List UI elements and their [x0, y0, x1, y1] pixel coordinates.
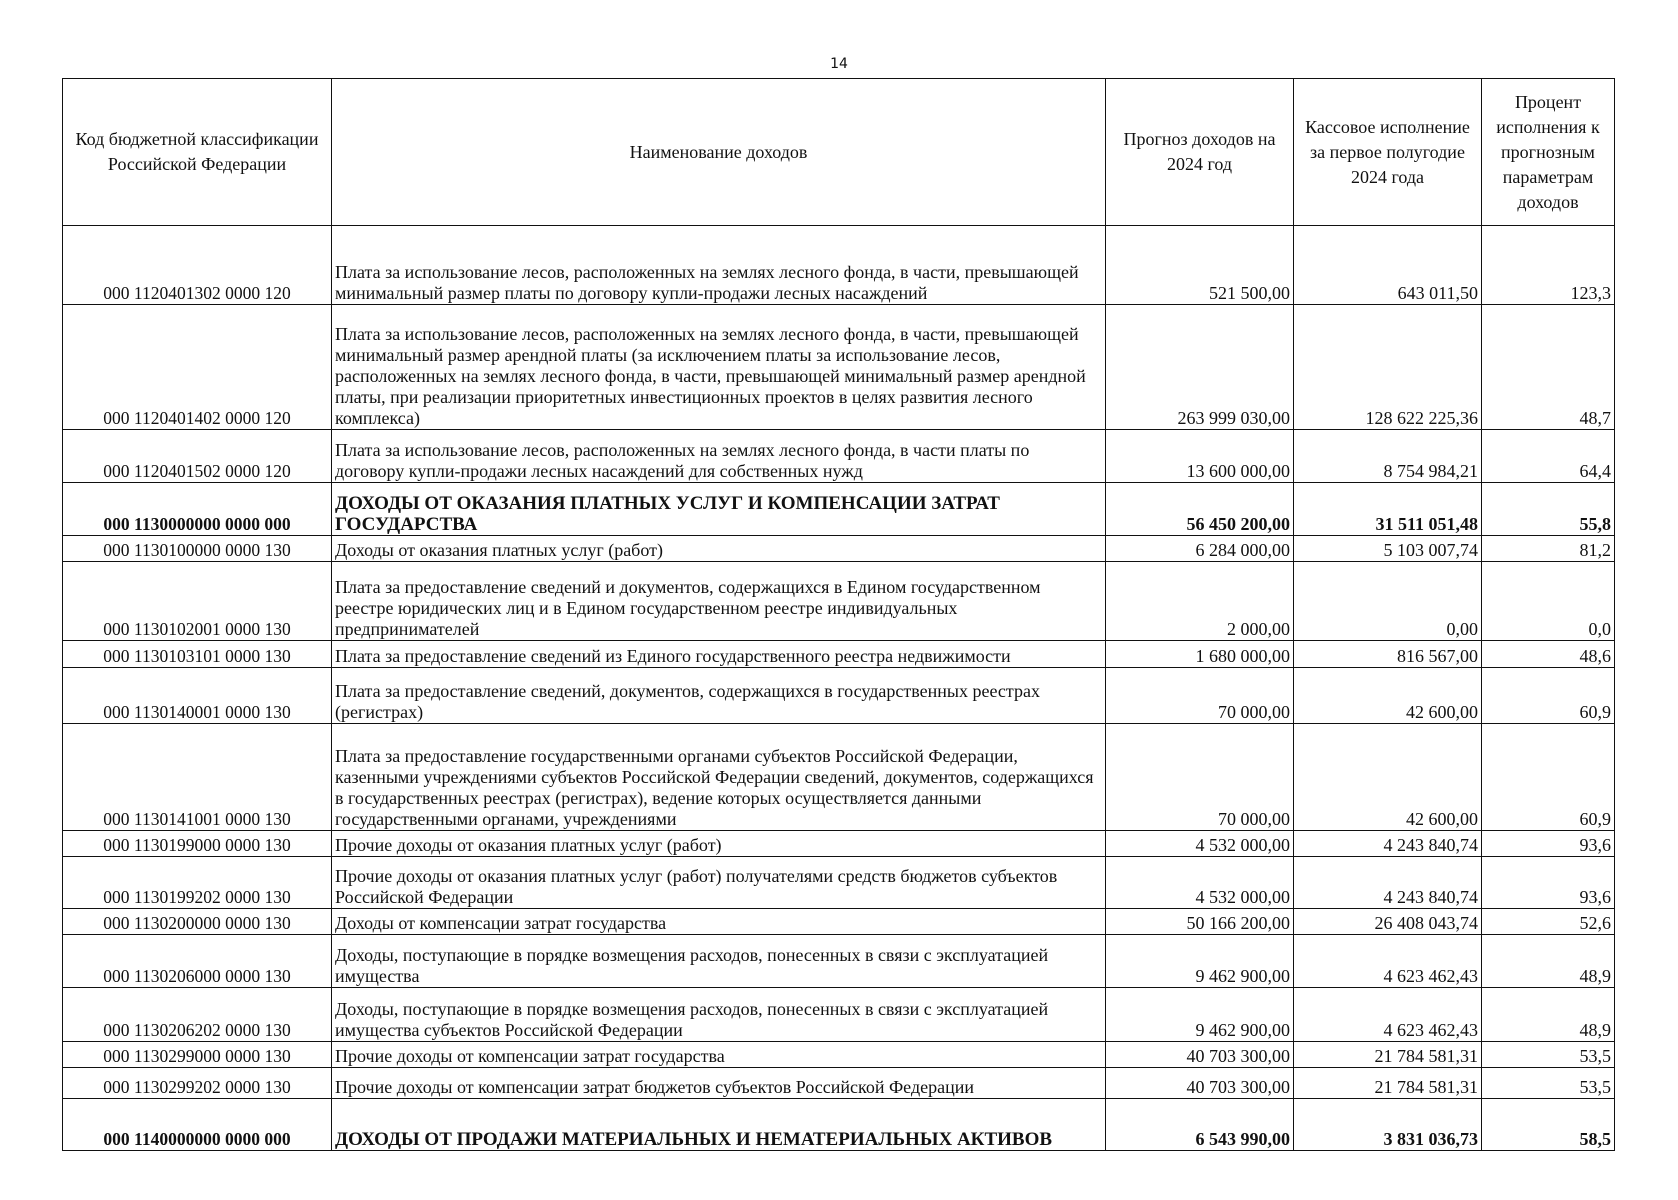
row-name: ДОХОДЫ ОТ ПРОДАЖИ МАТЕРИАЛЬНЫХ И НЕМАТЕРИАЛЬНЫХ АКТИВОВ [332, 1099, 1106, 1151]
row-code: 000 1130103101 0000 130 [63, 641, 332, 668]
row-execution: 4 623 462,43 [1294, 988, 1482, 1042]
row-execution: 8 754 984,21 [1294, 430, 1482, 483]
table-row [63, 562, 1615, 641]
row-execution: 816 567,00 [1294, 641, 1482, 668]
row-code: 000 1130299000 0000 130 [63, 1042, 332, 1068]
row-forecast: 40 703 300,00 [1106, 1068, 1294, 1099]
row-name: Доходы от компенсации затрат государства [332, 909, 1106, 935]
table-row [63, 935, 1615, 988]
table-row [63, 536, 1615, 562]
row-code: 000 1140000000 0000 000 [63, 1099, 332, 1151]
row-code: 000 1120401502 0000 120 [63, 430, 332, 483]
table-row [63, 1042, 1615, 1068]
row-percent: 64,4 [1482, 430, 1615, 483]
row-forecast: 6 543 990,00 [1106, 1099, 1294, 1151]
row-name: Прочие доходы от оказания платных услуг (работ) [332, 831, 1106, 857]
table-row [63, 988, 1615, 1042]
row-percent: 123,3 [1482, 226, 1615, 305]
row-forecast: 70 000,00 [1106, 724, 1294, 831]
revenue-table [62, 78, 1615, 1151]
row-percent: 81,2 [1482, 536, 1615, 562]
row-execution: 4 623 462,43 [1294, 935, 1482, 988]
row-percent: 48,6 [1482, 641, 1615, 668]
row-code: 000 1130200000 0000 130 [63, 909, 332, 935]
row-name: Доходы, поступающие в порядке возмещения расходов, понесенных в связи с эксплуатацией имущества [332, 935, 1106, 988]
row-execution: 31 511 051,48 [1294, 483, 1482, 536]
table-row [63, 831, 1615, 857]
row-name: Доходы, поступающие в порядке возмещения расходов, понесенных в связи с эксплуатацией имущества субъектов Российской Федерации [332, 988, 1106, 1042]
row-code: 000 1120401302 0000 120 [63, 226, 332, 305]
row-forecast: 9 462 900,00 [1106, 935, 1294, 988]
row-name: Плата за предоставление государственными органами субъектов Российской Федерации, казенными учреждениями субъектов Российской Федерации сведений, документов, содержащихся в государственных реестрах (регистрах), ведение которых осуществляется данными государственными органами, учреждениями [332, 724, 1106, 831]
table-row [63, 1068, 1615, 1099]
row-forecast: 4 532 000,00 [1106, 857, 1294, 909]
row-code: 000 1130299202 0000 130 [63, 1068, 332, 1099]
row-name: Прочие доходы от компенсации затрат бюджетов субъектов Российской Федерации [332, 1068, 1106, 1099]
table-row-section [63, 483, 1615, 536]
row-forecast: 1 680 000,00 [1106, 641, 1294, 668]
row-percent: 48,9 [1482, 988, 1615, 1042]
row-code: 000 1120401402 0000 120 [63, 305, 332, 430]
row-name: Плата за использование лесов, расположенных на землях лесного фонда, в части, превышающей минимальный размер арендной платы (за исключением платы за использование лесов, расположенных на землях лесного фонда, в части, превышающей минимальный размер арендной платы, при реализации приоритетных инвестиционных проектов в целях развития лесного комплекса) [332, 305, 1106, 430]
row-percent: 48,9 [1482, 935, 1615, 988]
row-percent: 60,9 [1482, 668, 1615, 724]
header-percent: Процент исполнения к прогнозным параметрам доходов [1482, 79, 1615, 226]
row-percent: 0,0 [1482, 562, 1615, 641]
row-execution: 5 103 007,74 [1294, 536, 1482, 562]
table-row [63, 668, 1615, 724]
header-execution: Кассовое исполнение за первое полугодие 2024 года [1294, 79, 1482, 226]
row-execution: 42 600,00 [1294, 668, 1482, 724]
row-execution: 4 243 840,74 [1294, 857, 1482, 909]
row-forecast: 4 532 000,00 [1106, 831, 1294, 857]
header-forecast: Прогноз доходов на 2024 год [1106, 79, 1294, 226]
header-name: Наименование доходов [332, 79, 1106, 226]
row-forecast: 56 450 200,00 [1106, 483, 1294, 536]
table-row [63, 226, 1615, 305]
row-code: 000 1130141001 0000 130 [63, 724, 332, 831]
row-percent: 58,5 [1482, 1099, 1615, 1151]
row-percent: 93,6 [1482, 831, 1615, 857]
row-forecast: 521 500,00 [1106, 226, 1294, 305]
row-forecast: 70 000,00 [1106, 668, 1294, 724]
table-row [63, 724, 1615, 831]
row-code: 000 1130206202 0000 130 [63, 988, 332, 1042]
row-code: 000 1130100000 0000 130 [63, 536, 332, 562]
row-execution: 643 011,50 [1294, 226, 1482, 305]
row-percent: 53,5 [1482, 1068, 1615, 1099]
row-name: Прочие доходы от оказания платных услуг (работ) получателями средств бюджетов субъектов Российской Федерации [332, 857, 1106, 909]
row-percent: 93,6 [1482, 857, 1615, 909]
row-execution: 21 784 581,31 [1294, 1042, 1482, 1068]
row-execution: 0,00 [1294, 562, 1482, 641]
row-code: 000 1130140001 0000 130 [63, 668, 332, 724]
row-name: Прочие доходы от компенсации затрат государства [332, 1042, 1106, 1068]
table-row [63, 857, 1615, 909]
row-name: ДОХОДЫ ОТ ОКАЗАНИЯ ПЛАТНЫХ УСЛУГ И КОМПЕНСАЦИИ ЗАТРАТ ГОСУДАРСТВА [332, 483, 1106, 536]
header-code: Код бюджетной классификации Российской Федерации [63, 79, 332, 226]
table-row [63, 305, 1615, 430]
row-forecast: 2 000,00 [1106, 562, 1294, 641]
row-name: Плата за предоставление сведений из Единого государственного реестра недвижимости [332, 641, 1106, 668]
row-name: Доходы от оказания платных услуг (работ) [332, 536, 1106, 562]
row-percent: 60,9 [1482, 724, 1615, 831]
row-code: 000 1130206000 0000 130 [63, 935, 332, 988]
row-percent: 48,7 [1482, 305, 1615, 430]
row-code: 000 1130199202 0000 130 [63, 857, 332, 909]
row-name: Плата за предоставление сведений, документов, содержащихся в государственных реестрах (регистрах) [332, 668, 1106, 724]
row-forecast: 9 462 900,00 [1106, 988, 1294, 1042]
row-forecast: 40 703 300,00 [1106, 1042, 1294, 1068]
row-execution: 21 784 581,31 [1294, 1068, 1482, 1099]
row-name: Плата за использование лесов, расположенных на землях лесного фонда, в части, превышающей минимальный размер платы по договору купли-продажи лесных насаждений [332, 226, 1106, 305]
table-row-section [63, 1099, 1615, 1151]
row-execution: 4 243 840,74 [1294, 831, 1482, 857]
table-header-row [63, 79, 1615, 226]
row-code: 000 1130000000 0000 000 [63, 483, 332, 536]
row-percent: 52,6 [1482, 909, 1615, 935]
row-name: Плата за использование лесов, расположенных на землях лесного фонда, в части платы по договору купли-продажи лесных насаждений для собственных нужд [332, 430, 1106, 483]
page-number: 14 [830, 56, 848, 72]
row-execution: 42 600,00 [1294, 724, 1482, 831]
row-code: 000 1130102001 0000 130 [63, 562, 332, 641]
row-execution: 26 408 043,74 [1294, 909, 1482, 935]
row-name: Плата за предоставление сведений и документов, содержащихся в Едином государственном реестре юридических лиц и в Едином государственном реестре индивидуальных предпринимателей [332, 562, 1106, 641]
row-forecast: 13 600 000,00 [1106, 430, 1294, 483]
row-forecast: 6 284 000,00 [1106, 536, 1294, 562]
row-execution: 128 622 225,36 [1294, 305, 1482, 430]
row-percent: 53,5 [1482, 1042, 1615, 1068]
row-forecast: 263 999 030,00 [1106, 305, 1294, 430]
row-code: 000 1130199000 0000 130 [63, 831, 332, 857]
row-percent: 55,8 [1482, 483, 1615, 536]
table-row [63, 641, 1615, 668]
table-row [63, 430, 1615, 483]
row-forecast: 50 166 200,00 [1106, 909, 1294, 935]
table-row [63, 909, 1615, 935]
row-execution: 3 831 036,73 [1294, 1099, 1482, 1151]
